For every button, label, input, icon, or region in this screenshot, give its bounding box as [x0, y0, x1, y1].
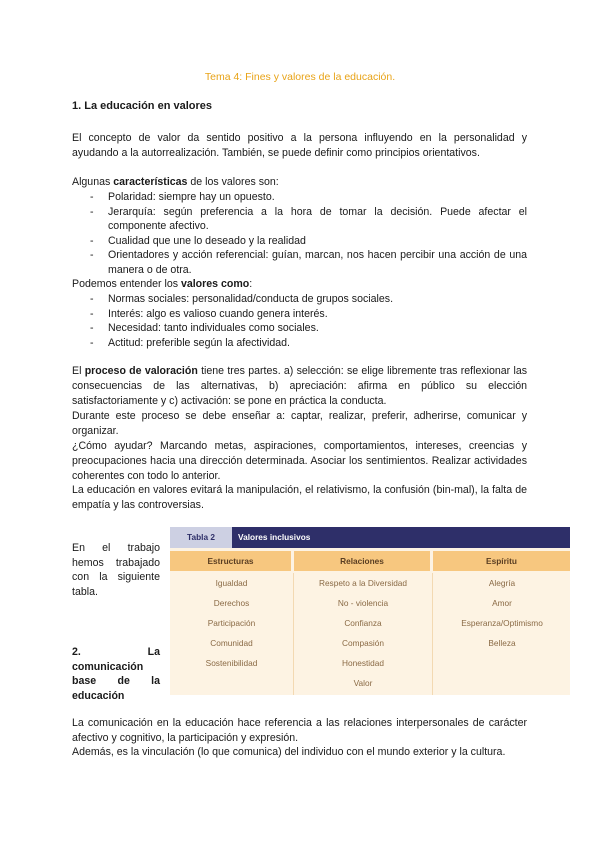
- list-item: - Orientadores y acción referencial: guían, marcan, nos hacen percibir una acción de una manera o de otra.: [90, 249, 527, 276]
- section2-heading: 2. La comunicación base de la educación: [72, 646, 160, 702]
- values-as-intro: [72, 277, 527, 292]
- section1-heading: 1. La educación en valores: [72, 100, 213, 112]
- list-item: - Actitud: preferible según la afectividad.: [90, 336, 290, 349]
- table-cell: Esperanza/Optimismo: [461, 618, 543, 628]
- table-cell: Confianza: [344, 618, 382, 628]
- proc-bold: proceso de valoración: [84, 365, 198, 377]
- table-intro-text: En el trabajo hemos trabajado con la siguiente tabla.: [72, 542, 160, 598]
- column-estructuras: [170, 573, 293, 695]
- column-header-espiritu: Espíritu: [433, 551, 570, 571]
- table-title: Valores inclusivos: [238, 532, 311, 542]
- values-as-list: [72, 292, 527, 350]
- table-cell: Derechos: [213, 598, 250, 608]
- list-item: - Interés: algo es valioso cuando genera interés.: [90, 307, 328, 320]
- how-help-paragraph: ¿Cómo ayudar? Marcando metas, aspiraciones, comportamientos, intereses, creencias y preocupaciones hacia una dirección determinada. Asociar los sentimientos. Realizar actividades coherentes con todo lo anterior.: [72, 440, 527, 482]
- table-cell: Honestidad: [342, 658, 384, 668]
- proc-pre: El: [72, 365, 85, 377]
- table-cell: Amor: [492, 598, 512, 608]
- list-item: - Jerarquía: según preferencia a la hora de tomar la decisión. Puede afectar el componente afectivo.: [90, 205, 527, 232]
- during-paragraph: Durante este proceso se debe enseñar a: captar, realizar, preferir, adherirse, comunicar y organizar.: [72, 410, 527, 437]
- table-cell: Igualdad: [215, 578, 248, 588]
- column-relaciones: [293, 573, 432, 695]
- intro-paragraph: [72, 131, 527, 161]
- chars-post: de los valores son:: [187, 176, 279, 188]
- values-table: [170, 527, 570, 695]
- table-cell: Participación: [207, 618, 256, 628]
- section2-paragraph-1: La comunicación en la educación hace referencia a las relaciones interpersonales de carácter afectivo y cognitivo, la participación y expresión.: [72, 717, 527, 744]
- document-title: Tema 4: Fines y valores de la educación.: [204, 71, 396, 83]
- table-cell: Comunidad: [210, 638, 253, 648]
- list-item: - Necesidad: tanto individuales como sociales.: [90, 322, 319, 334]
- como-pre: Podemos entender los: [72, 278, 181, 290]
- chars-bold: características: [113, 176, 188, 188]
- table-number: Tabla 2: [170, 527, 232, 548]
- process-paragraph: [72, 364, 527, 409]
- list-item: - Normas sociales: personalidad/conducta de grupos sociales.: [90, 293, 394, 305]
- avoid-paragraph: La educación en valores evitará la manipulación, el relativismo, la confusión (bin-mal), la falta de empatía y las controversias.: [72, 484, 527, 511]
- table-cell: Compasión: [342, 638, 384, 648]
- column-espiritu: [432, 573, 571, 695]
- column-header-estructuras: Estructuras: [170, 551, 291, 571]
- table-cell: Respeto a la Diversidad: [318, 578, 408, 588]
- intro-line-2: ayudando a la autorrealización. También, se puede definir como principios orientativos.: [72, 147, 480, 159]
- intro-line-1: El concepto de valor da sentido positivo a la persona influyendo en la personalidad y: [72, 132, 527, 144]
- characteristics-list: [72, 190, 527, 277]
- table-cell: Valor: [353, 678, 373, 688]
- chars-pre: Algunas: [72, 176, 114, 188]
- table-header-bar: [170, 527, 570, 548]
- list-item: - Polaridad: siempre hay un opuesto.: [90, 191, 275, 203]
- table-cell: Sostenibilidad: [205, 658, 258, 668]
- column-header-relaciones: Relaciones: [294, 551, 430, 571]
- como-post: :: [249, 278, 253, 290]
- table-cell: Belleza: [488, 638, 516, 648]
- table-cell: No - violencia: [337, 598, 389, 608]
- list-item: - Cualidad que une lo deseado y la realidad: [90, 234, 306, 247]
- characteristics-intro: [72, 175, 527, 190]
- proc-post: tiene tres partes. a) selección: se elige libremente tras reflexionar las consecuencias de las alternativas, b) apreciación: afirma en público su elección satisfactoriamente y c) activación: se pone en práctica la conducta.: [72, 365, 528, 407]
- section2-paragraph-2: Además, es la vinculación (lo que comunica) del individuo con el mundo exterior y la cultura.: [72, 746, 506, 758]
- como-bold: valores como: [180, 278, 250, 290]
- table-cell: Alegría: [488, 578, 516, 588]
